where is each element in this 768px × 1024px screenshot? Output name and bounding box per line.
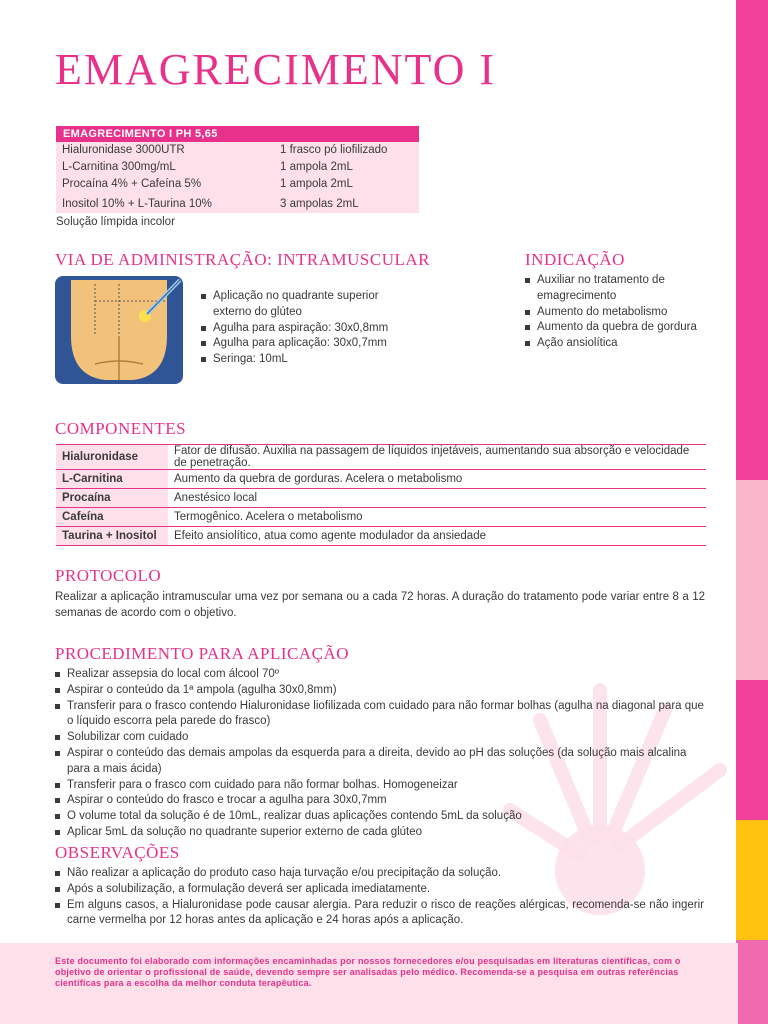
component-name: L-Carnitina — [56, 470, 168, 489]
via-item: Seringa: 10mL — [200, 352, 400, 368]
protocolo-text: Realizar a aplicação intramuscular uma vez por semana ou a cada 72 horas. A duração do tratamento pode variar entre 8 a 12 semanas de acordo com o objetivo. — [55, 591, 705, 619]
indicacao-item: Aumento do metabolismo — [524, 305, 704, 321]
component-desc: Efeito ansiolítico, atua como agente modulador da ansiedade — [168, 527, 706, 546]
formula-quantity: 1 ampola 2mL — [280, 161, 353, 173]
observacoes-item: Após a solubilização, a formulação deverá ser aplicada imediatamente. — [54, 882, 704, 898]
formula-row — [56, 142, 419, 159]
indicacao-item: Ação ansiolítica — [524, 336, 704, 352]
indicacao-list — [524, 273, 704, 352]
observacoes-list — [54, 866, 704, 929]
component-desc: Anestésico local — [168, 489, 706, 508]
procedimento-item: Realizar assepsia do local com álcool 70º — [54, 667, 704, 683]
observacoes-item: Não realizar a aplicação do produto caso haja turvação e/ou precipitação da solução. — [54, 866, 704, 882]
procedimento-item: Aspirar o conteúdo do frasco e trocar a agulha para 30x0,7mm — [54, 793, 704, 809]
page-title: EMAGRECIMENTO I — [55, 45, 497, 94]
component-name: Cafeína — [56, 508, 168, 527]
table-row — [56, 445, 706, 470]
component-name: Taurina + Inositol — [56, 527, 168, 546]
formula-quantity: 1 frasco pó liofilizado — [280, 144, 388, 156]
footer-disclaimer: Este documento foi elaborado com informações encaminhadas por nossos fornecedores e/ou pesquisadas em literaturas científicas, com o objetivo de orientar o profissional de saúde, devendo sempre ser analisadas pelo médico. Recomenda-se a pesquisa em outras referências científicas para a escolha da melhor conduta terapêutica. — [55, 956, 681, 988]
formula-quantity: 1 ampola 2mL — [280, 178, 353, 190]
procedimento-list — [54, 667, 704, 841]
formula-ingredient: Hialuronidase 3000UTR — [62, 144, 185, 156]
formula-ingredient: L-Carnitina 300mg/mL — [62, 161, 176, 173]
solution-note: Solução límpida incolor — [56, 216, 175, 228]
formula-body — [56, 142, 419, 213]
observacoes-item: Em alguns casos, a Hialuronidase pode causar alergia. Para reduzir o risco de reações alérgicas, recomenda-se não ingerir carne vermelha por 12 horas antes da aplicação e 24 horas após a aplicação. — [54, 898, 704, 930]
component-desc: Fator de difusão. Auxilia na passagem de líquidos injetáveis, aumentando sua absorção e velocidade de penetração. — [168, 445, 706, 470]
procedimento-item: O volume total da solução é de 10mL, realizar duas aplicações contendo 5mL da solução — [54, 809, 704, 825]
formula-row — [56, 196, 419, 213]
component-name: Procaína — [56, 489, 168, 508]
component-desc: Aumento da quebra de gorduras. Acelera o metabolismo — [168, 470, 706, 489]
procedimento-item: Aspirar o conteúdo das demais ampolas da esquerda para a direita, devido ao pH das soluções (da solução mais alcalina para a mais ácida) — [54, 746, 704, 778]
formula-row — [56, 176, 419, 193]
observacoes-heading: OBSERVAÇÕES — [55, 843, 180, 862]
component-name: Hialuronidase — [56, 445, 168, 470]
formula-table — [56, 126, 419, 228]
component-desc: Termogênico. Acelera o metabolismo — [168, 508, 706, 527]
table-row — [56, 508, 706, 527]
indicacao-item: Auxiliar no tratamento de emagrecimento — [524, 273, 704, 305]
indicacao-item: Aumento da quebra de gordura — [524, 320, 704, 336]
procedimento-item: Aplicar 5mL da solução no quadrante superior externo de cada glúteo — [54, 825, 704, 841]
formula-row — [56, 159, 419, 176]
via-item: Aplicação no quadrante superior externo do glúteo — [200, 289, 400, 321]
componentes-heading: COMPONENTES — [55, 419, 187, 438]
via-list — [200, 289, 400, 368]
formula-ingredient: Inositol 10% + L-Taurina 10% — [62, 198, 212, 210]
gluteal-injection-illustration — [55, 276, 183, 384]
procedimento-item: Transferir para o frasco com cuidado para não formar bolhas. Homogeneizar — [54, 778, 704, 794]
formula-ingredient: Procaína 4% + Cafeína 5% — [62, 178, 202, 190]
procedimento-item: Transferir para o frasco contendo Hialuronidase liofilizada com cuidado para não formar bolhas (agulha na diagonal para que o líquido escorra pela parede do frasco) — [54, 699, 704, 731]
formula-quantity: 3 ampolas 2mL — [280, 198, 359, 210]
via-item: Agulha para aplicação: 30x0,7mm — [200, 336, 400, 352]
indicacao-heading: INDICAÇÃO — [525, 250, 625, 269]
via-item: Agulha para aspiração: 30x0,8mm — [200, 321, 400, 337]
table-row — [56, 470, 706, 489]
via-heading: VIA DE ADMINISTRAÇÃO: INTRAMUSCULAR — [55, 250, 430, 269]
procedimento-item: Solubilizar com cuidado — [54, 730, 704, 746]
table-row — [56, 489, 706, 508]
procedimento-item: Aspirar o conteúdo da 1ª ampola (agulha 30x0,8mm) — [54, 683, 704, 699]
formula-header: EMAGRECIMENTO I PH 5,65 — [56, 126, 419, 142]
procedimento-heading: PROCEDIMENTO PARA APLICAÇÃO — [55, 644, 350, 663]
decorative-stripes — [736, 0, 768, 1024]
table-row — [56, 527, 706, 546]
protocolo-heading: PROTOCOLO — [55, 566, 162, 585]
components-table — [56, 444, 706, 546]
